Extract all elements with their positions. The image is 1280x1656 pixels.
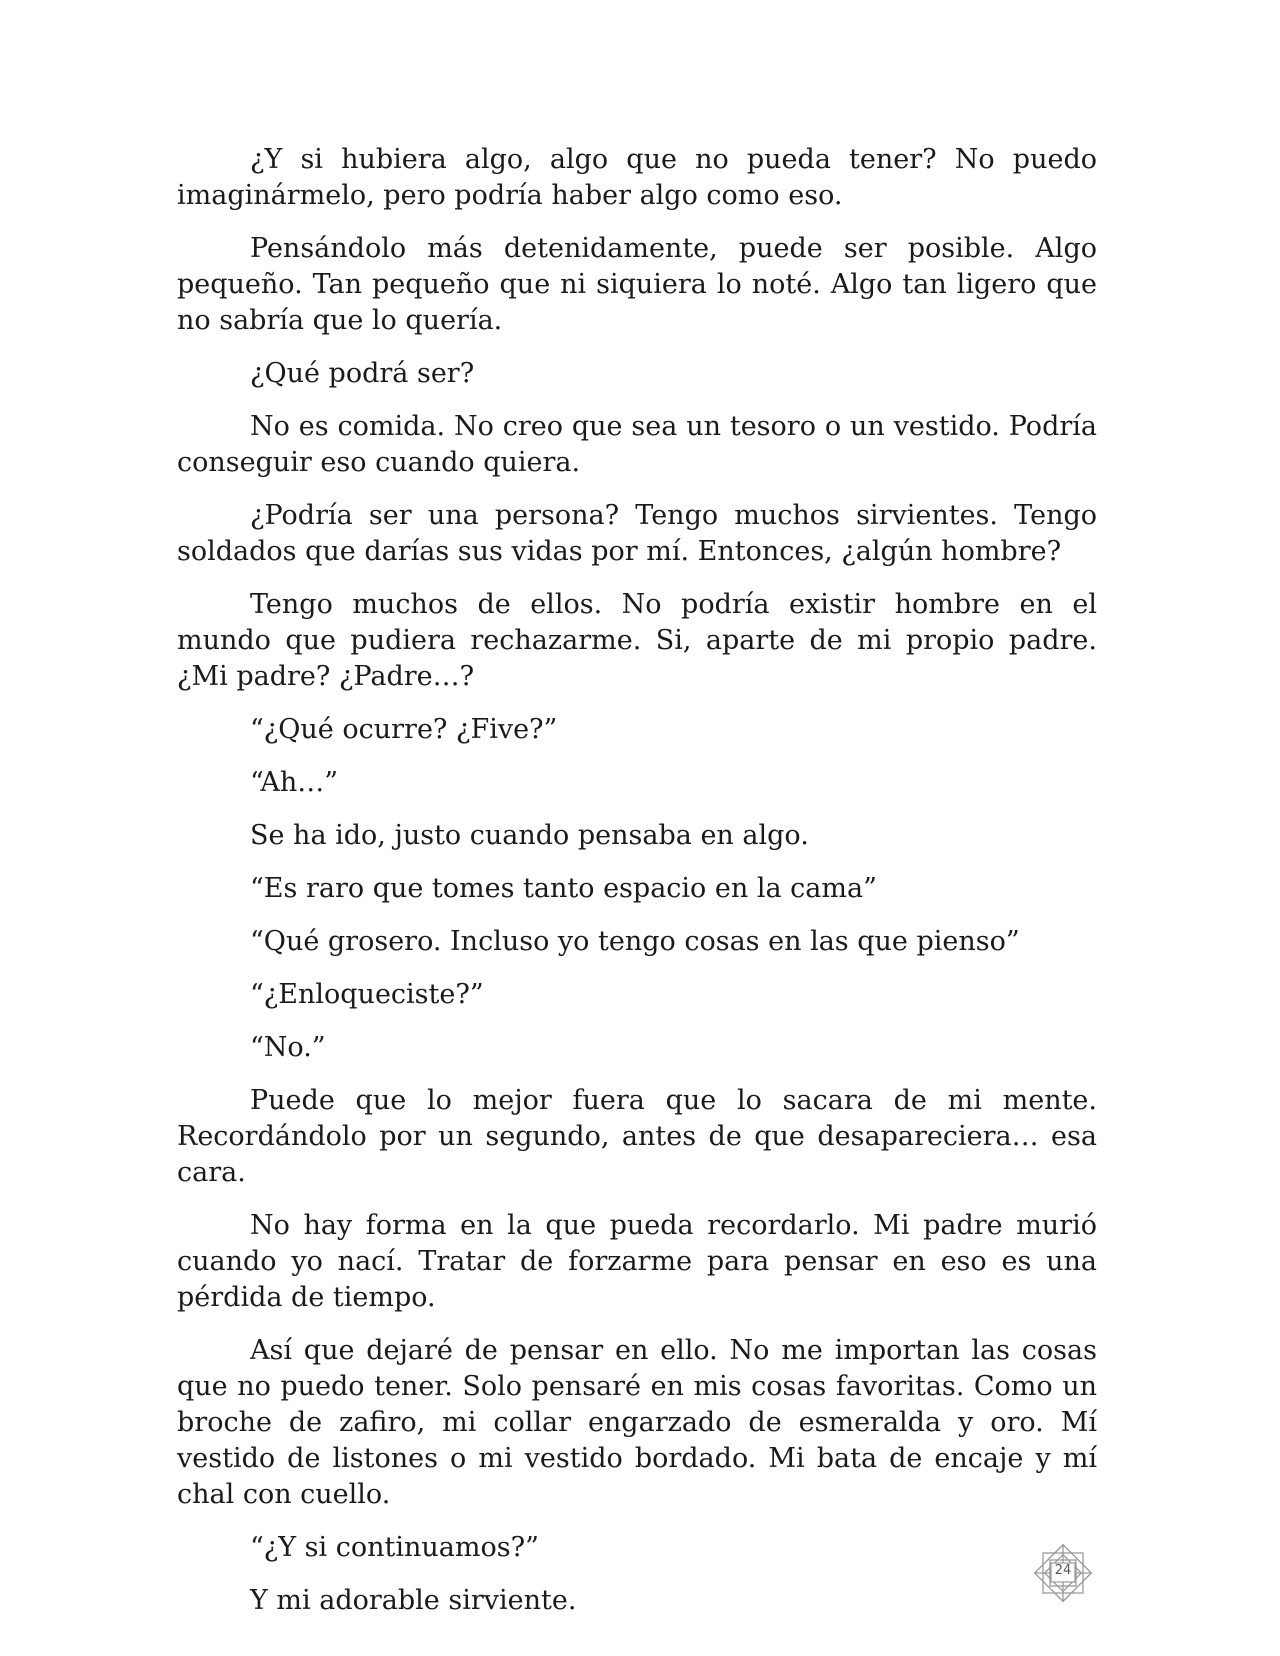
body-text — [177, 142, 1097, 1636]
paragraph-5: ¿Podría ser una persona? Tengo muchos sirvientes. Tengo soldados que darías sus vidas por mí. Entonces, ¿algún hombre? — [177, 500, 1097, 567]
paragraph-15: No hay forma en la que pueda recordarlo. Mi padre murió cuando yo nací. Tratar de forzarme para pensar en eso es una pérdida de tiempo. — [177, 1210, 1097, 1313]
paragraph-6: Tengo muchos de ellos. No podría existir hombre en el mundo que pudiera rechazarme. Si, aparte de mi propio padre. ¿Mi padre? ¿Padre…? — [177, 589, 1097, 692]
paragraph-10: “Es raro que tomes tanto espacio en la cama” — [250, 873, 877, 904]
paragraph-9: Se ha ido, justo cuando pensaba en algo. — [250, 820, 809, 851]
paragraph-18: Y mi adorable sirviente. — [250, 1585, 577, 1616]
paragraph-12: “¿Enloqueciste?” — [250, 979, 484, 1010]
page-number: 24 — [1054, 1563, 1072, 1578]
page-number-badge — [1030, 1540, 1096, 1606]
paragraph-8: “Ah…” — [250, 767, 339, 798]
paragraph-2: Pensándolo más detenidamente, puede ser posible. Algo pequeño. Tan pequeño que ni siquiera lo noté. Algo tan ligero que no sabría que lo quería. — [177, 233, 1097, 336]
paragraph-17: “¿Y si continuamos?” — [250, 1532, 539, 1563]
paragraph-14: Puede que lo mejor fuera que lo sacara de mi mente. Recordándolo por un segundo, antes de que desapareciera… esa cara. — [177, 1085, 1097, 1188]
paragraph-11: “Qué grosero. Incluso yo tengo cosas en las que pienso” — [250, 926, 1020, 957]
paragraph-13: “No.” — [250, 1032, 326, 1063]
paragraph-7: “¿Qué ocurre? ¿Five?” — [250, 714, 558, 745]
paragraph-3: ¿Qué podrá ser? — [250, 358, 475, 389]
paragraph-16: Así que dejaré de pensar en ello. No me importan las cosas que no puedo tener. Solo pensaré en mis cosas favoritas. Como un broche de zafiro, mi collar engarzado de esmeralda y oro. Mí vestido de listones o mi vestido bordado. Mi bata de encaje y mí chal con cuello. — [177, 1335, 1097, 1510]
paragraph-4: No es comida. No creo que sea un tesoro o un vestido. Podría conseguir eso cuando quiera. — [177, 411, 1097, 478]
paragraph-1: ¿Y si hubiera algo, algo que no pueda tener? No puedo imaginármelo, pero podría haber algo como eso. — [177, 144, 1097, 211]
